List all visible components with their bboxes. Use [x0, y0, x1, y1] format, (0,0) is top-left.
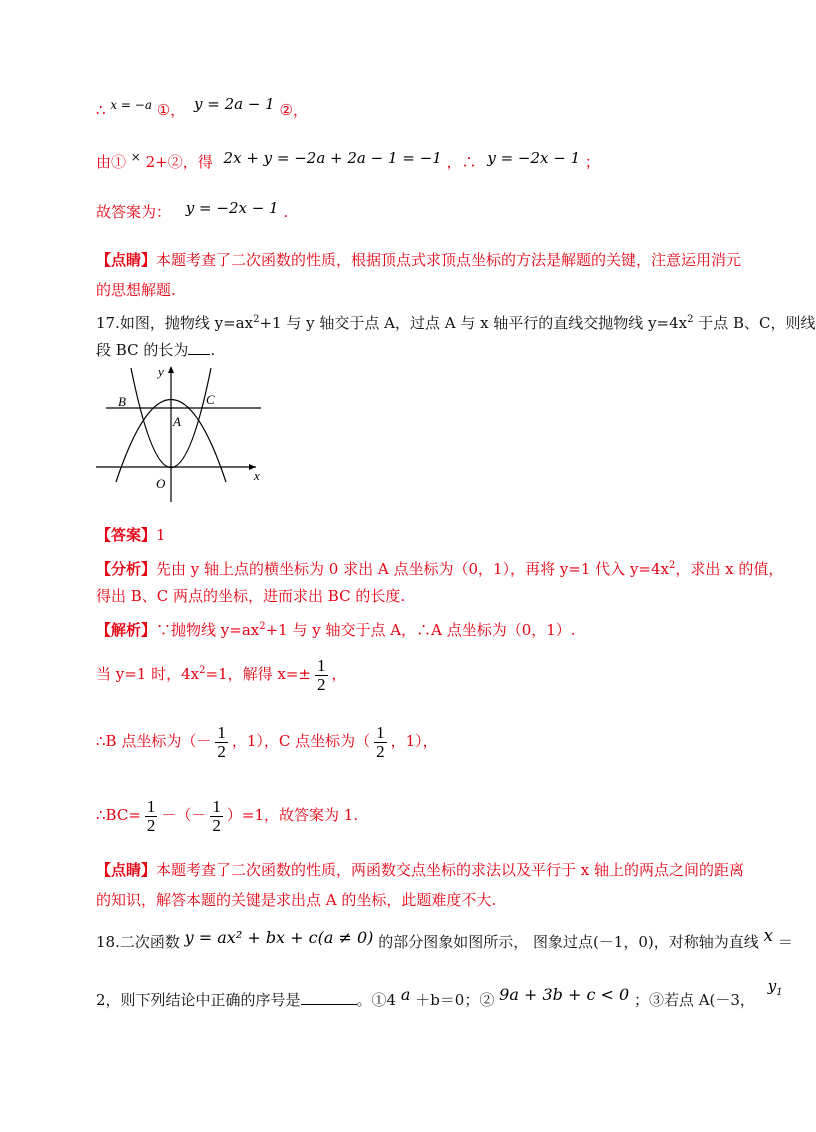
fraction-half: $\frac{1}{2}$ — [217, 722, 226, 761]
answer-dot: . — [283, 203, 289, 221]
insight-1-line-2 — [96, 280, 176, 300]
q17-sup-1: 2 — [253, 314, 260, 325]
step-2-c: ， — [331, 665, 347, 683]
circle-1: ①， — [156, 101, 186, 119]
result-equation: y = −2x − 1 — [487, 149, 581, 167]
q17-text-d: 段 BC 的长为 — [96, 341, 189, 359]
solution-sup-1: 2 — [259, 621, 266, 632]
fraction-half: $\frac{1}{2}$ — [317, 655, 326, 694]
q17-text-c: 于点 B、C，则线 — [693, 314, 816, 332]
q18-equation: y = ax² + bx + c(a ≠ 0) — [184, 928, 374, 947]
step-2-a: 当 y=1 时，4x — [96, 665, 200, 683]
question-18-line-1 — [96, 926, 793, 952]
combined-equation: 2x + y = −2a + 2a − 1 = −1 — [223, 149, 442, 167]
q18-l2c: ＋b＝0；② — [415, 991, 495, 1009]
insight-2-line-1 — [96, 860, 744, 880]
times-symbol: × — [130, 150, 141, 164]
q17-text-a: 17.如图，抛物线 y=ax — [96, 314, 254, 332]
q18-l2a: 2，则下列结论中正确的序号是 — [96, 991, 301, 1009]
answer-value: 1 — [156, 526, 166, 544]
solution-tag: 【解析】 — [96, 621, 157, 639]
answer-prefix: 故答案为： — [96, 203, 172, 221]
insight-2-text-2: 的知识，解答本题的关键是求出点 A 的坐标，此题难度不大. — [96, 891, 497, 909]
step-4-c: ）=1，故答案为 1. — [226, 806, 359, 824]
equation-x: x = −a — [110, 98, 152, 112]
label-b: B — [118, 394, 126, 409]
analysis-sup: 2 — [669, 560, 676, 571]
fraction-half: $\frac{1}{2}$ — [146, 796, 156, 835]
q18-answer-blank[interactable] — [301, 990, 357, 1005]
circle-2: ②， — [279, 101, 308, 119]
label-x: x — [254, 468, 260, 483]
insight-1-text-2: 的思想解题. — [96, 281, 176, 299]
solution-step-2 — [96, 648, 347, 694]
q18-prefix: 18.二次函数 — [96, 933, 180, 951]
step-2-sup: 2 — [199, 665, 206, 676]
answer-line — [96, 199, 289, 222]
q17-end: . — [210, 341, 216, 359]
q18-eq: ＝ — [777, 933, 793, 951]
insight-2-text-1: 本题考查了二次函数的性质，两函数交点坐标的求法以及平行于 x 轴上的两点之间的距离 — [156, 861, 745, 879]
step-4-b: －（－ — [161, 806, 207, 824]
step-3-b: ，1），C 点坐标为（ — [231, 732, 371, 750]
label-c: C — [206, 392, 215, 407]
q18-a: a — [400, 985, 411, 1004]
solution-line-1 — [96, 95, 308, 121]
insight-1-line-1 — [96, 250, 741, 270]
analysis-line-1 — [96, 556, 783, 579]
q17-text-b: +1 与 y 轴交于点 A，过点 A 与 x 轴平行的直线交抛物线 y=4x — [259, 314, 688, 332]
step-4-a: ∴BC= — [96, 806, 141, 824]
insight-1-tag: 【点睛】 — [96, 251, 157, 269]
solution-text-1: ∵抛物线 y=ax — [156, 621, 260, 639]
insight-1-text-1: 本题考查了二次函数的性质，根据顶点式求顶点坐标的方法是解题的关键，注意运用消元 — [156, 251, 742, 269]
question-18-line-2 — [96, 977, 783, 1017]
line2-mid: 2+②，得 — [145, 153, 213, 171]
label-y: y — [158, 364, 164, 379]
fraction-half: $\frac{1}{2}$ — [376, 722, 385, 761]
analysis-text-1b: ，求出 x 的值， — [675, 560, 784, 578]
q18-inequality: 9a + 3b + c < 0 — [499, 985, 630, 1004]
q18-l2b: 。①4 — [356, 991, 397, 1009]
line2-comma: ，∴ — [446, 153, 477, 171]
insight-2-tag: 【点睛】 — [96, 861, 157, 879]
question-17-line-1 — [96, 310, 816, 333]
parabola-figure — [96, 362, 266, 502]
q18-y1: $y_1$ — [767, 977, 783, 998]
analysis-text-1: 先由 y 轴上点的横坐标为 0 求出 A 点坐标为（0，1），再将 y=1 代入 y=4x — [156, 560, 669, 578]
answer-tag: 【答案】 — [96, 526, 157, 544]
label-a: A — [173, 414, 181, 429]
answer-equation: y = −2x − 1 — [185, 199, 279, 217]
y-axis-arrow — [168, 366, 174, 373]
question-17-line-2 — [96, 340, 215, 360]
q18-mid: 的部分图象如图所示， 图象过点(－1，0)，对称轴为直线 — [378, 933, 759, 951]
solution-step-4 — [96, 792, 358, 838]
step-3-c: ，1）， — [390, 732, 438, 750]
step-2-b: =1，解得 x=± — [205, 665, 311, 683]
answer-section — [96, 525, 166, 545]
solution-step-3 — [96, 718, 438, 764]
solution-line-2 — [96, 149, 600, 173]
analysis-tag: 【分析】 — [96, 560, 157, 578]
q18-x: x — [763, 926, 774, 946]
q18-l2d: ；③若点 A(－3， — [633, 991, 755, 1009]
fraction-half: $\frac{1}{2}$ — [212, 796, 221, 835]
therefore-symbol: ∴ — [96, 101, 106, 119]
line2-prefix: 由① — [96, 153, 127, 171]
analysis-text-2: 得出 B、C 两点的坐标，进而求出 BC 的长度. — [96, 587, 406, 605]
solution-text-1b: +1 与 y 轴交于点 A，∴A 点坐标为（0，1）. — [265, 621, 576, 639]
solution-section-line-1 — [96, 617, 576, 640]
q17-sup-2: 2 — [687, 314, 694, 325]
insight-2-line-2 — [96, 890, 496, 910]
answer-blank[interactable] — [188, 340, 210, 355]
label-origin: O — [156, 476, 166, 491]
step-3-a: ∴B 点坐标为（－ — [96, 732, 212, 750]
equation-y: y = 2a − 1 — [194, 95, 275, 113]
line2-end: ； — [584, 153, 600, 171]
analysis-line-2 — [96, 586, 405, 606]
